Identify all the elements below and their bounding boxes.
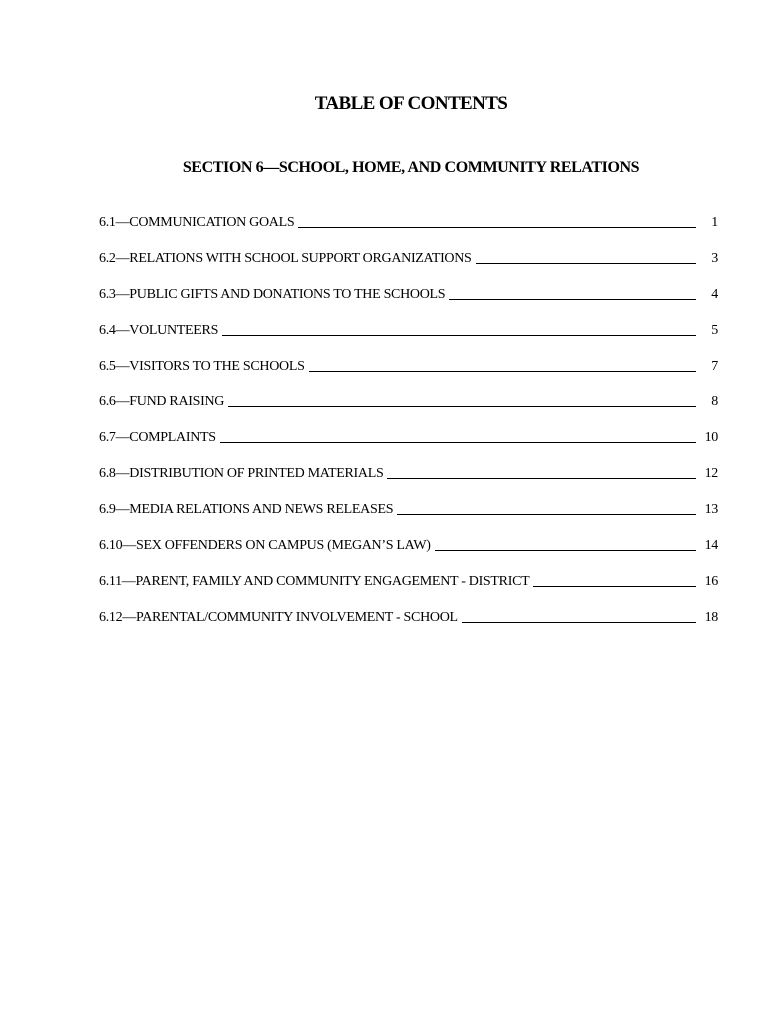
- toc-entry[interactable]: [99, 376, 718, 412]
- toc-entry-title: 6.4—VOLUNTEERS: [99, 322, 219, 338]
- toc-entry[interactable]: [99, 447, 718, 483]
- section-title: SECTION 6—SCHOOL, HOME, AND COMMUNITY RELATIONS: [182, 159, 640, 176]
- toc-entry-page: 7: [711, 358, 718, 374]
- toc-entry[interactable]: [99, 411, 718, 447]
- toc-entry[interactable]: [99, 519, 718, 555]
- toc-entry[interactable]: [99, 555, 718, 591]
- toc-entry-title: 6.11—PARENT, FAMILY AND COMMUNITY ENGAGEMENT - DISTRICT: [99, 573, 530, 589]
- toc-leader-line: [298, 226, 696, 228]
- toc-entry-page: 5: [711, 322, 718, 338]
- toc-entry-page: 10: [704, 430, 718, 446]
- toc-entry-page: 16: [704, 573, 718, 589]
- page-title: TABLE OF CONTENTS: [314, 93, 508, 114]
- toc-entry-title: 6.7—COMPLAINTS: [99, 430, 216, 446]
- toc-leader-line: [387, 477, 696, 479]
- toc-entry-title: 6.2—RELATIONS WITH SCHOOL SUPPORT ORGANIZATIONS: [99, 250, 472, 266]
- toc-entry-title: 6.3—PUBLIC GIFTS AND DONATIONS TO THE SCHOOLS: [99, 286, 446, 302]
- toc-entry-title: 6.9—MEDIA RELATIONS AND NEWS RELEASES: [99, 502, 394, 518]
- toc-entry[interactable]: [99, 483, 718, 519]
- toc-entry-title: 6.6—FUND RAISING: [99, 394, 225, 410]
- toc-leader-line: [222, 334, 696, 336]
- toc-entry-title: 6.5—VISITORS TO THE SCHOOLS: [99, 358, 305, 374]
- toc-entry-page: 14: [704, 538, 718, 554]
- toc-entry[interactable]: [99, 304, 718, 340]
- toc-leader-line: [533, 585, 696, 587]
- toc-leader-line: [476, 262, 696, 264]
- table-of-contents: [99, 214, 718, 627]
- toc-entry[interactable]: [99, 232, 718, 268]
- toc-entry-page: 13: [704, 502, 718, 518]
- toc-entry-page: 1: [711, 215, 718, 230]
- toc-entry-page: 18: [704, 609, 718, 625]
- toc-leader-line: [309, 370, 696, 372]
- toc-entry[interactable]: [99, 591, 718, 627]
- toc-leader-line: [449, 298, 696, 300]
- toc-entry-title: 6.8—DISTRIBUTION OF PRINTED MATERIALS: [99, 466, 384, 482]
- toc-leader-line: [397, 513, 696, 515]
- toc-entry-page: 12: [704, 466, 718, 482]
- toc-entry-page: 8: [711, 394, 718, 410]
- toc-entry-title: 6.12—PARENTAL/COMMUNITY INVOLVEMENT - SCHOOL: [99, 609, 458, 625]
- toc-leader-line: [462, 621, 696, 623]
- toc-entry-title: 6.10—SEX OFFENDERS ON CAMPUS (MEGAN’S LAW): [99, 538, 431, 554]
- toc-leader-line: [228, 405, 696, 407]
- toc-leader-line: [435, 549, 696, 551]
- toc-leader-line: [220, 441, 696, 443]
- toc-entry[interactable]: [99, 340, 718, 376]
- toc-entry[interactable]: [99, 214, 718, 232]
- toc-entry-page: 3: [711, 250, 718, 266]
- toc-entry-title: 6.1—COMMUNICATION GOALS: [99, 215, 295, 230]
- toc-entry[interactable]: [99, 268, 718, 304]
- toc-entry-page: 4: [711, 286, 718, 302]
